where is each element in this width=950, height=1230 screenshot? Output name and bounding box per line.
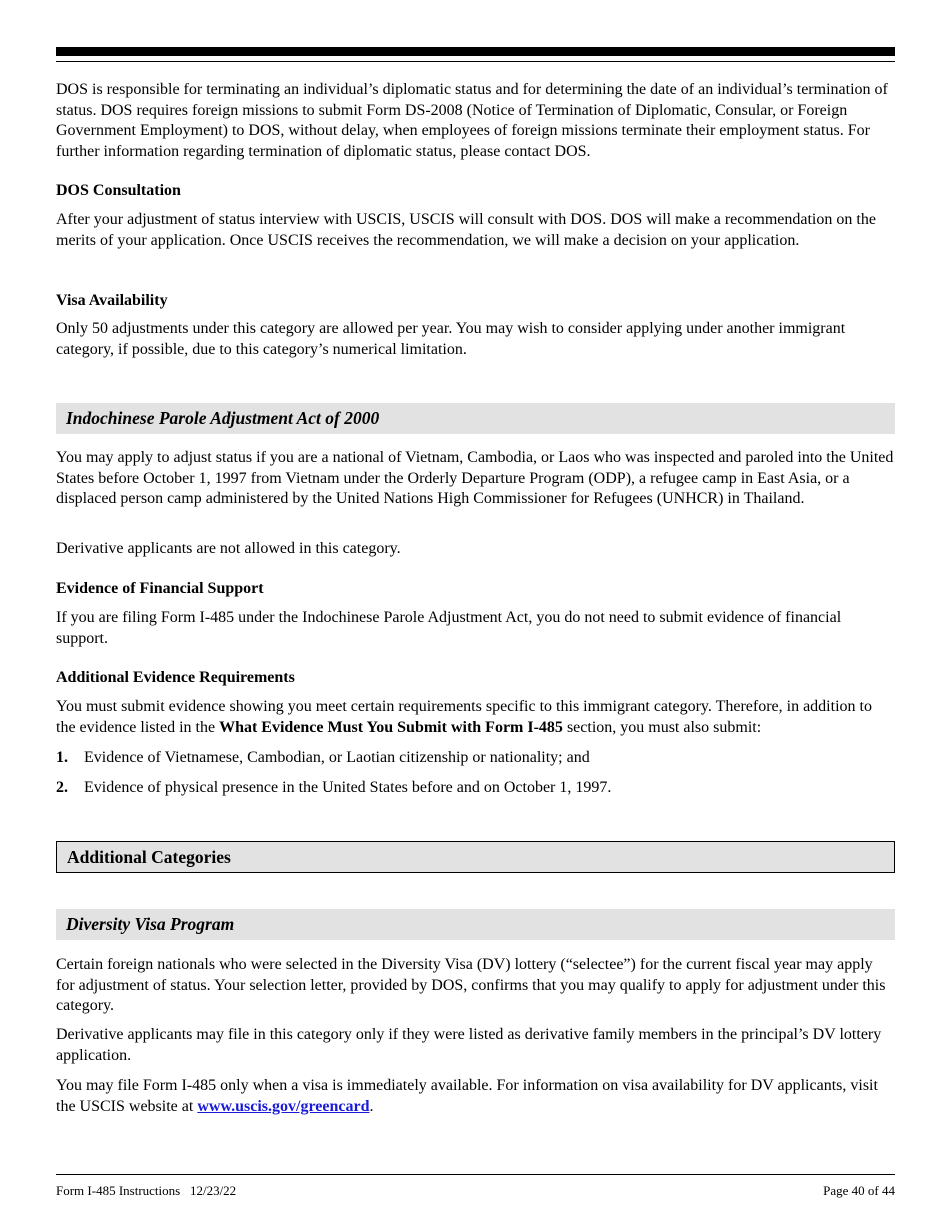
additional-evidence-paragraph [56,697,895,738]
financial-support-paragraph: If you are filing Form I-485 under the Indochinese Parole Adjustment Act, you do not need to submit evidence of financial support. [56,609,842,647]
additional-evidence-intro: You must submit evidence showing you meet certain requirements specific to this immigrant category. Therefore, in addition to the evidence listed in the [56,698,872,736]
diversity-paragraph-3 [56,1076,895,1117]
additional-evidence-outro: section, you must also submit: [562,718,762,736]
diversity-paragraph-3-text: You may file Form I-485 only when a visa is immediately available. For information on visa availability for DV applicants, visit the USCIS website at [56,1077,878,1115]
diversity-visa-section-band: Diversity Visa Program [56,909,895,940]
diversity-paragraph-3-end: . [369,1097,374,1115]
footer-rule [56,1174,895,1175]
header-thin-rule [56,61,895,62]
dos-consultation-heading: DOS Consultation [56,182,181,199]
footer-page-number: Page 40 of 44 [823,1183,895,1198]
diversity-paragraph-2: Derivative applicants may file in this category only if they were listed as derivative family members in the principal’s DV lottery application. [56,1026,882,1064]
diversity-paragraph-1: Certain foreign nationals who were selected in the Diversity Visa (DV) lottery (“selectee”) for the current fiscal year may apply for adjustment of status. Your selection letter, provided by DOS, confirms that you may qualify to apply for adjustment under this category. [56,956,886,1014]
additional-categories-band: Additional Categories [56,841,895,873]
visa-availability-heading: Visa Availability [56,292,168,309]
derivative-not-allowed-paragraph: Derivative applicants are not allowed in this category. [56,540,401,557]
evidence-section-reference: What Evidence Must You Submit with Form I-485 [219,718,563,736]
additional-evidence-heading: Additional Evidence Requirements [56,669,295,686]
dos-termination-paragraph: DOS is responsible for terminating an individual’s diplomatic status and for determining the date of an individual’s termination of status. DOS requires foreign missions to submit Form DS-2008 (Notice of Termination of Diplomatic, Consular, or Foreign Government Employment) to DOS, without delay, when employees of foreign missions terminate their employment status. For further information regarding termination of diplomatic status, please contact DOS. [56,81,888,160]
list-item-number: 2. [56,779,68,796]
uscis-greencard-link[interactable]: www.uscis.gov/greencard [197,1097,370,1115]
financial-support-heading: Evidence of Financial Support [56,580,264,597]
dos-consultation-paragraph: After your adjustment of status interview with USCIS, USCIS will consult with DOS. DOS will make a recommendation on the merits of your application. Once USCIS receives the recommendation, we will make a decision on your application. [56,211,876,249]
list-item-text: Evidence of physical presence in the United States before and on October 1, 1997. [84,779,612,796]
indochinese-paragraph: You may apply to adjust status if you are a national of Vietnam, Cambodia, or Laos who was inspected and paroled into the United States before October 1, 1997 from Vietnam under the Orderly Departure Program (ODP), a refugee camp in East Asia, or a displaced person camp administered by the United Nations High Commissioner for Refugees (UNHCR) in Thailand. [56,449,894,507]
indochinese-section-band: Indochinese Parole Adjustment Act of 2000 [56,403,895,434]
list-item-number: 1. [56,749,68,766]
list-item-text: Evidence of Vietnamese, Cambodian, or Laotian citizenship or nationality; and [84,749,590,766]
footer-form-info: Form I-485 Instructions 12/23/22 [56,1183,237,1198]
header-thick-rule [56,47,895,56]
visa-availability-paragraph: Only 50 adjustments under this category are allowed per year. You may wish to consider applying under another immigrant category, if possible, due to this category’s numerical limitation. [56,320,846,358]
